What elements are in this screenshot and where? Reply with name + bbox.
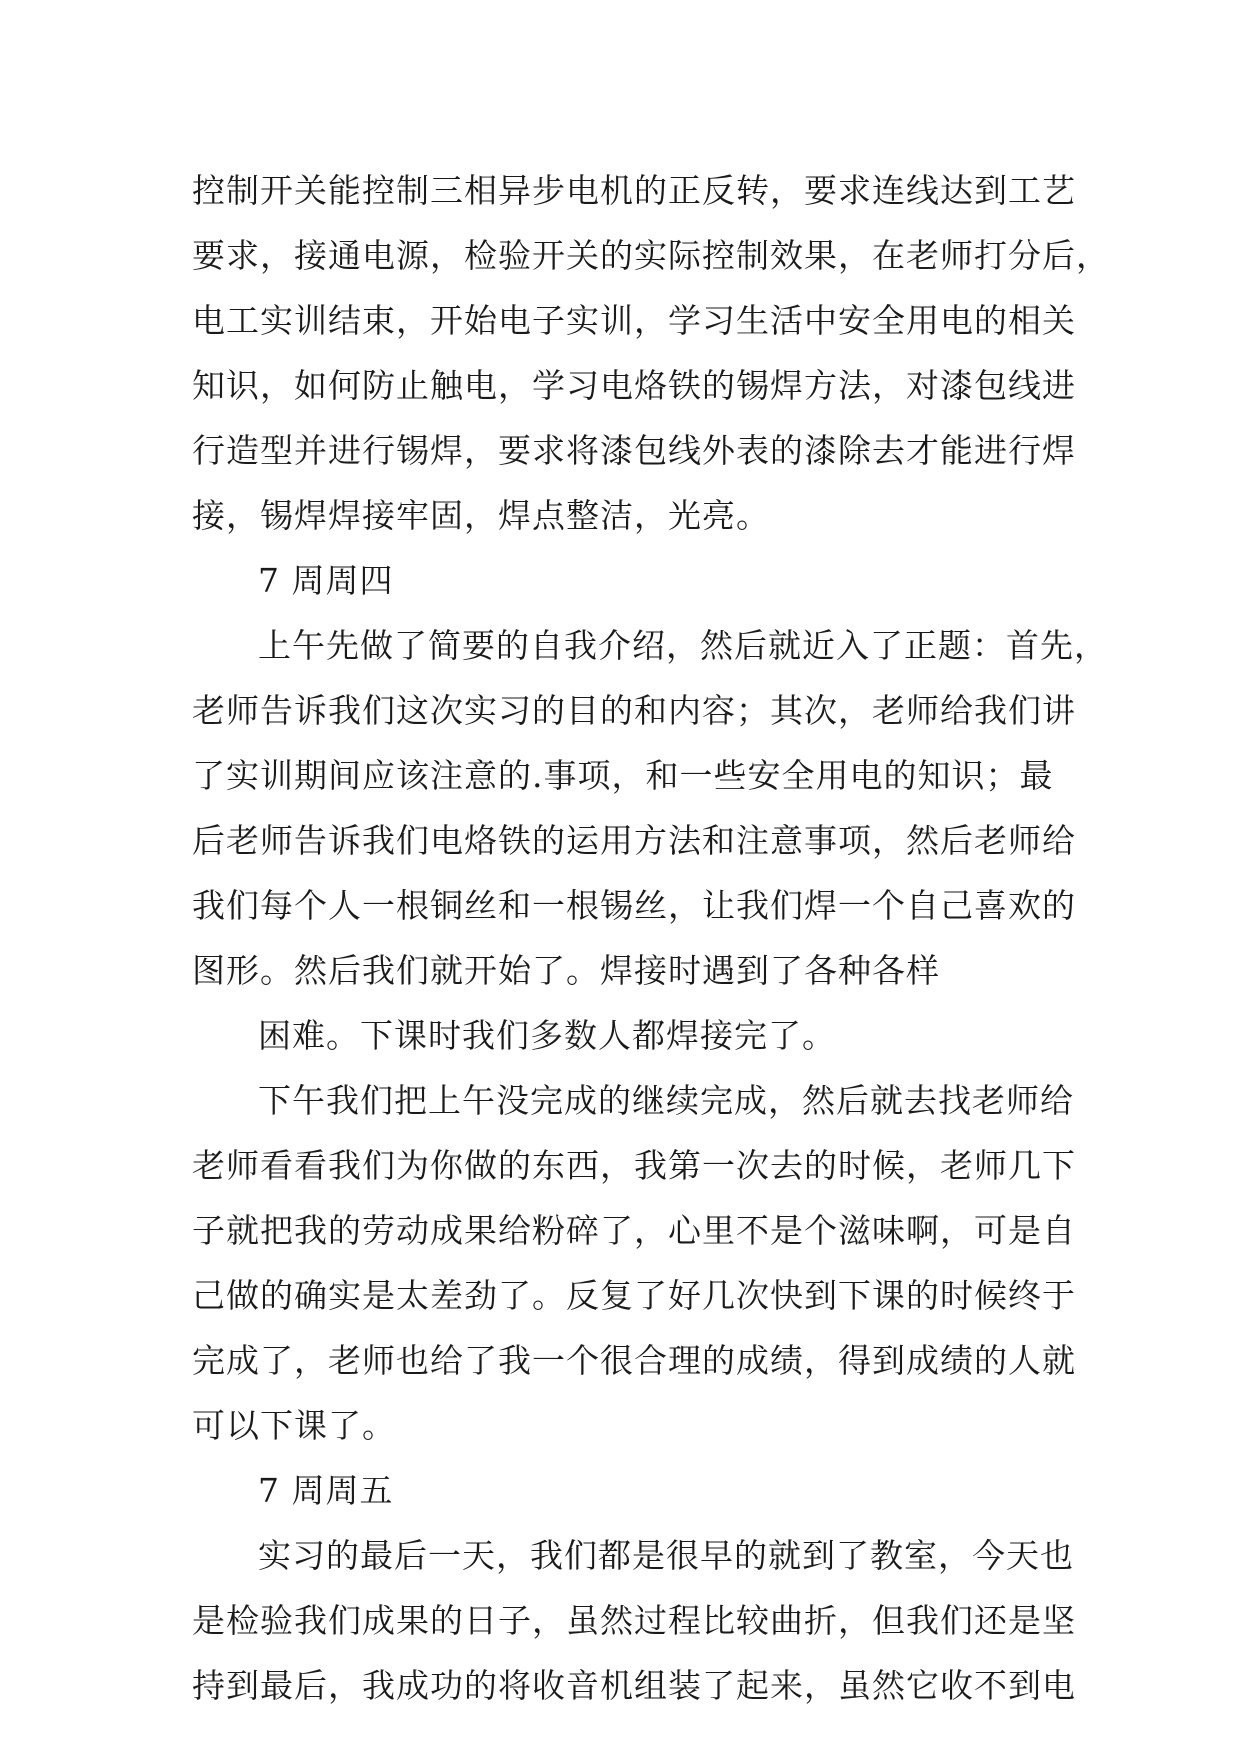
text-line: 实习的最后一天，我们都是很早的就到了教室，今天也 xyxy=(258,1536,1074,1575)
paragraph xyxy=(192,1068,1076,1458)
document-body xyxy=(192,158,1110,1718)
text-line: 电工实训结束，开始电子实训，学习生活中安全用电的相关 xyxy=(192,301,1076,340)
text-line: 7 周周四 xyxy=(258,561,394,600)
text-line: 知识，如何防止触电，学习电烙铁的锡焊方法，对漆包线进 xyxy=(192,366,1076,405)
paragraph xyxy=(192,613,1108,1003)
text-line: 接，锡焊焊接牢固，焊点整洁，光亮。 xyxy=(192,496,770,535)
text-line: 了实训期间应该注意的.事项，和一些安全用电的知识；最 xyxy=(192,756,1054,795)
text-line: 完成了，老师也给了我一个很合理的成绩，得到成绩的人就 xyxy=(192,1341,1076,1380)
paragraph xyxy=(192,1458,1052,1523)
text-line: 是检验我们成果的日子，虽然过程比较曲折，但我们还是坚 xyxy=(192,1601,1076,1640)
text-line: 控制开关能控制三相异步电机的正反转，要求连线达到工艺 xyxy=(192,171,1076,210)
text-line: 7 周周五 xyxy=(258,1471,394,1510)
text-line: 困难。下课时我们多数人都焊接完了。 xyxy=(258,1016,836,1055)
text-line: 我们每个人一根铜丝和一根锡丝，让我们焊一个自己喜欢的 xyxy=(192,886,1076,925)
text-line: 持到最后，我成功的将收音机组装了起来，虽然它收不到电 xyxy=(192,1666,1076,1705)
text-line: 己做的确实是太差劲了。反复了好几次快到下课的时候终于 xyxy=(192,1276,1076,1315)
text-line: 老师告诉我们这次实习的目的和内容；其次，老师给我们讲 xyxy=(192,691,1076,730)
text-line: 上午先做了简要的自我介绍，然后就近入了正题：首先， xyxy=(258,626,1108,665)
text-line: 行造型并进行锡焊，要求将漆包线外表的漆除去才能进行焊 xyxy=(192,431,1076,470)
text-line: 可以下课了。 xyxy=(192,1406,396,1445)
text-line: 后老师告诉我们电烙铁的运用方法和注意事项，然后老师给 xyxy=(192,821,1076,860)
paragraph xyxy=(192,158,1110,548)
paragraph xyxy=(192,1523,1076,1718)
text-line: 图形。然后我们就开始了。焊接时遇到了各种各样 xyxy=(192,951,940,990)
text-line: 子就把我的劳动成果给粉碎了，心里不是个滋味啊，可是自 xyxy=(192,1211,1076,1250)
paragraph xyxy=(192,1003,1052,1068)
paragraph xyxy=(192,548,1052,613)
text-line: 下午我们把上午没完成的继续完成，然后就去找老师给 xyxy=(258,1081,1074,1120)
text-line: 老师看看我们为你做的东西，我第一次去的时候，老师几下 xyxy=(192,1146,1076,1185)
text-line: 要求，接通电源，检验开关的实际控制效果，在老师打分后， xyxy=(192,236,1110,275)
